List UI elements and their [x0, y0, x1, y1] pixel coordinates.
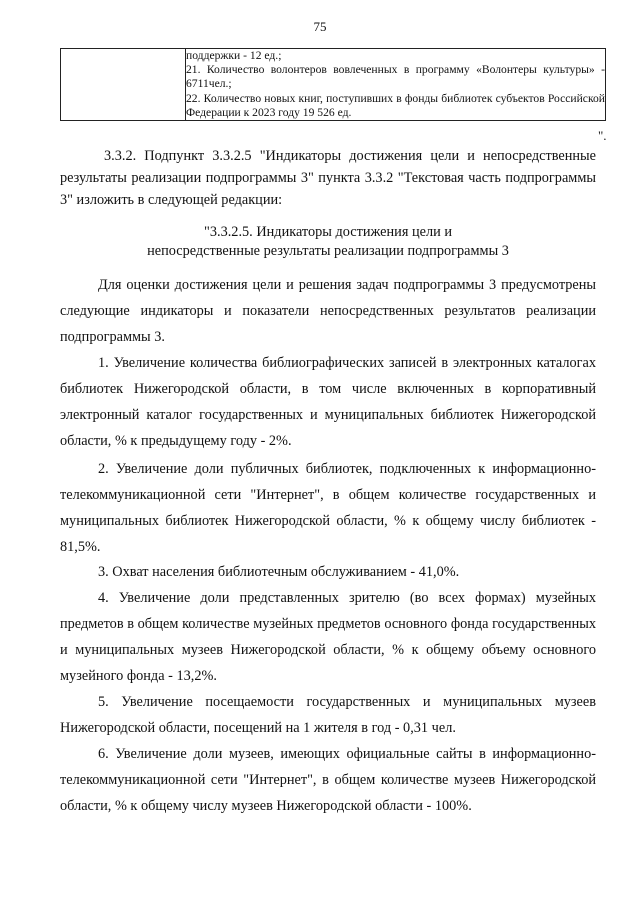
- intro-paragraph: Для оценки достижения цели и решения задач подпрограммы 3 предусмотрены следующие индикаторы и показатели непосредственных результатов реализации подпрограммы 3.: [60, 277, 596, 345]
- closing-quote: ".: [598, 128, 607, 143]
- list-item: 5. Увеличение посещаемости государственных и муниципальных музеев Нижегородской области, посещений на 1 жителя в год - 0,31 чел.: [60, 694, 596, 736]
- section-heading: [60, 223, 596, 261]
- list-item: 3. Охват населения библиотечным обслуживанием - 41,0%.: [98, 564, 460, 580]
- table-line: 22. Количество новых книг, поступивших в фонды библиотек субъектов Российской Федерации к 2023 году 19 526 ед.: [186, 91, 605, 119]
- list-item: 4. Увеличение доли представленных зрителю (во всех формах) музейных предметов в общем количестве музейных предметов основного фонда государственных и муниципальных музеев Нижегородской области, % к общему объему основного музейного фонда - 13,2%.: [60, 590, 596, 684]
- table-cell-empty: [61, 49, 186, 121]
- table-line: поддержки - 12 ед.;: [186, 49, 282, 62]
- section-heading-line: "3.3.2.5. Индикаторы достижения цели и: [204, 224, 452, 240]
- section-heading-line: непосредственные результаты реализации подпрограммы 3: [147, 243, 509, 259]
- list-item: 1. Увеличение количества библиографических записей в электронных каталогах библиотек Нижегородской области, в том числе включенных в корпоративный электронный каталог государственных и муниципальных библиотек Нижегородской области, % к предыдущему году - 2%.: [60, 355, 596, 449]
- amendment-paragraph: 3.3.2. Подпункт 3.3.2.5 "Индикаторы достижения цели и непосредственные результаты реализации подпрограммы 3" пункта 3.3.2 "Текстовая часть подпрограммы 3" изложить в следующей редакции:: [60, 148, 596, 208]
- continuation-table: [60, 48, 606, 121]
- page-number: 75: [313, 19, 327, 34]
- list-item: 6. Увеличение доли музеев, имеющих официальные сайты в информационно-телекоммуникационной сети "Интернет", в общем количестве музеев Нижегородской области, % к общему числу музеев Нижегородской области - 100%.: [60, 746, 596, 814]
- table-line: 21. Количество волонтеров вовлеченных в программу «Волонтеры культуры» - 6711чел.;: [186, 63, 605, 91]
- list-item: 2. Увеличение доли публичных библиотек, подключенных к информационно-телекоммуникационной сети "Интернет", в общем количестве государственных и муниципальных библиотек Нижегородской области, % к общему числу библиотек - 81,5%.: [60, 461, 596, 555]
- table-cell-indicators: [186, 49, 606, 121]
